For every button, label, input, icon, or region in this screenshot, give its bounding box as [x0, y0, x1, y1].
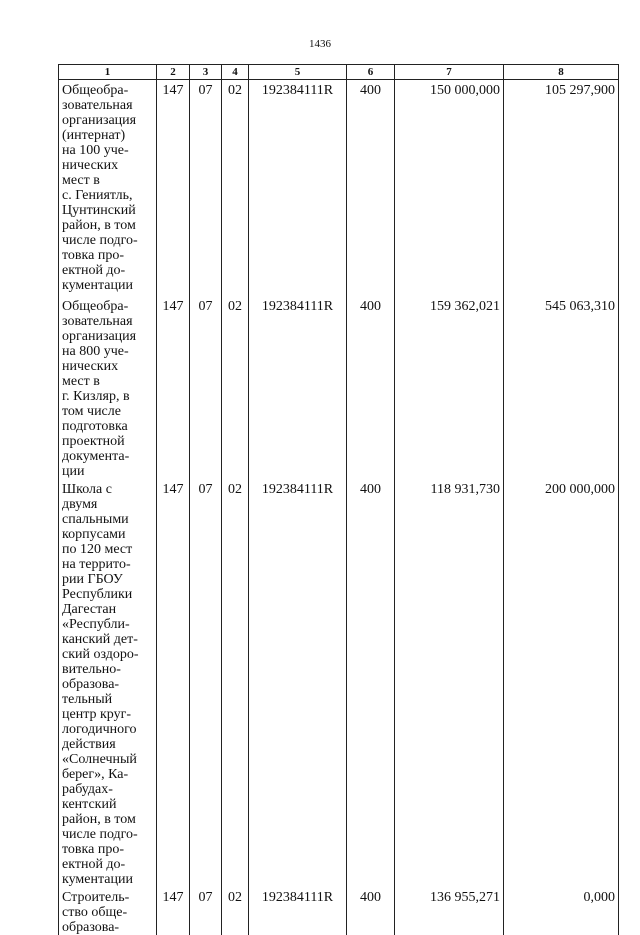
- amount-cell: 136 955,271: [395, 887, 504, 935]
- table-row: [59, 887, 619, 935]
- expense-type-cell: 400: [347, 80, 395, 296]
- budget-table: [58, 64, 619, 935]
- column-header: 6: [347, 65, 395, 80]
- amount-cell: 105 297,900: [504, 80, 619, 296]
- column-header: 5: [249, 65, 347, 80]
- expense-type-cell: 400: [347, 479, 395, 887]
- target-article-cell: 192384111R: [249, 296, 347, 479]
- expense-type-cell: 400: [347, 887, 395, 935]
- object-name-cell: Общеобра- зовательная организация (интернат) на 100 уче- нических мест в с. Гениятль, Цунтинский район, в том числе подго- товка про- ектной до- кументации: [59, 80, 157, 296]
- column-header: 8: [504, 65, 619, 80]
- section-cell: 07: [190, 887, 222, 935]
- amount-cell: 0,000: [504, 887, 619, 935]
- column-header: 4: [222, 65, 249, 80]
- section-cell: 07: [190, 296, 222, 479]
- section-cell: 07: [190, 80, 222, 296]
- target-article-cell: 192384111R: [249, 887, 347, 935]
- page-number: 1436: [309, 38, 331, 50]
- object-name-cell: Строитель- ство обще- образова-: [59, 887, 157, 935]
- amount-cell: 200 000,000: [504, 479, 619, 887]
- subsection-cell: 02: [222, 296, 249, 479]
- column-header: 7: [395, 65, 504, 80]
- table-header-row: [59, 65, 619, 80]
- subsection-cell: 02: [222, 887, 249, 935]
- target-article-cell: 192384111R: [249, 80, 347, 296]
- subsection-cell: 02: [222, 479, 249, 887]
- table-row: [59, 296, 619, 479]
- object-name-cell: Общеобра- зовательная организация на 800 уче- нических мест в г. Кизляр, в том числе подготовка проектной документа- ции: [59, 296, 157, 479]
- column-header: 2: [157, 65, 190, 80]
- amount-cell: 150 000,000: [395, 80, 504, 296]
- amount-cell: 159 362,021: [395, 296, 504, 479]
- object-name-cell: Школа с двумя спальными корпусами по 120 мест на террито- рии ГБОУ Республики Дагестан «Республи- канский дет- ский оздоро- вительно- образова- тельный центр круг- логодичного действия «Солнечный берег», Ка- рабудах- кентский район, в том числе подго- товка про- ектной до- кументации: [59, 479, 157, 887]
- code-cell: 147: [157, 479, 190, 887]
- column-header: 3: [190, 65, 222, 80]
- amount-cell: 118 931,730: [395, 479, 504, 887]
- code-cell: 147: [157, 80, 190, 296]
- expense-type-cell: 400: [347, 296, 395, 479]
- code-cell: 147: [157, 296, 190, 479]
- code-cell: 147: [157, 887, 190, 935]
- table-row: [59, 80, 619, 296]
- section-cell: 07: [190, 479, 222, 887]
- target-article-cell: 192384111R: [249, 479, 347, 887]
- table-row: [59, 479, 619, 887]
- subsection-cell: 02: [222, 80, 249, 296]
- amount-cell: 545 063,310: [504, 296, 619, 479]
- column-header: 1: [59, 65, 157, 80]
